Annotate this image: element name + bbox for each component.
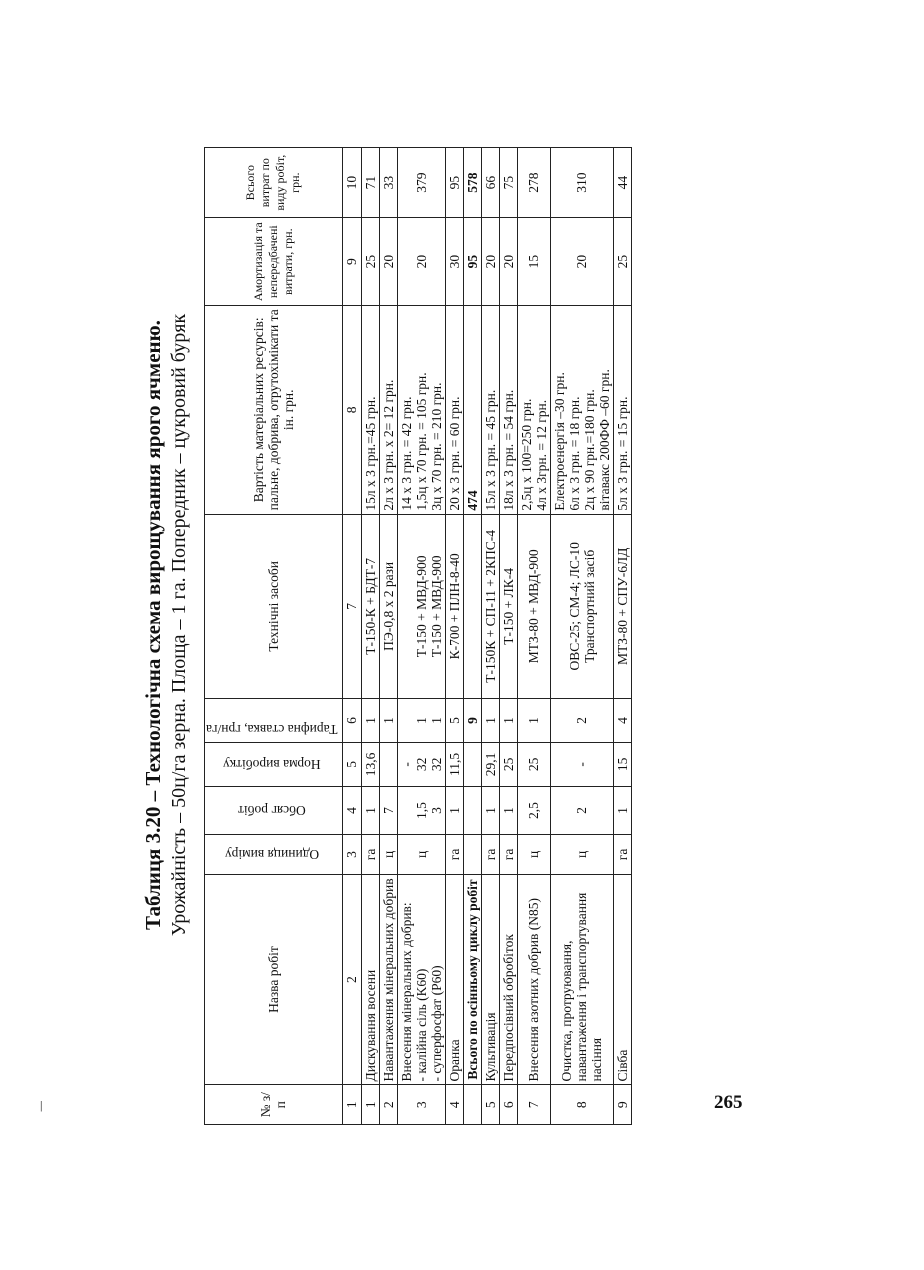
cell-amort: 20 — [397, 218, 445, 306]
cell-rate: 1 — [379, 699, 397, 743]
cell-total: 578 — [463, 148, 481, 218]
header-name: Назва робіт — [205, 874, 343, 1085]
table-subtitle: Урожайність – 50ц/га зерна. Площа – 1 га. Попередник – цукровий буряк — [168, 313, 190, 937]
column-number: 7 — [342, 514, 361, 698]
table-row — [361, 148, 379, 1125]
cell-total: 66 — [481, 148, 499, 218]
column-number: 8 — [342, 306, 361, 515]
cell-norm: 13,6 — [361, 742, 379, 786]
cell-amort: 25 — [361, 218, 379, 306]
cell-rate: 1 — [361, 699, 379, 743]
cell-tech: Т-150 + МВД-900 Т-150 + МВД-900 — [397, 514, 445, 698]
table-header — [205, 148, 343, 1125]
header-rate: Тарифна ставка, грн/га — [206, 721, 338, 737]
cell-materials: 14 х 3 грн. = 42 грн. 1,5ц х 70 грн. = 105 грн. 3ц х 70 грн. = 210 грн. — [397, 306, 445, 515]
cell-materials: 2,5ц х 100=250 грн. 4л х 3грн. = 12 грн. — [517, 306, 550, 515]
cell-amort: 15 — [517, 218, 550, 306]
cell-norm: 11,5 — [445, 742, 463, 786]
cell-amort: 25 — [613, 218, 631, 306]
cell-no: 3 — [397, 1085, 445, 1125]
cell-total: 310 — [550, 148, 613, 218]
cell-tech: Т-150-К + БДТ-7 — [361, 514, 379, 698]
rotated-table-block — [140, 145, 680, 1125]
column-number: 2 — [342, 874, 361, 1085]
cell-materials: Електроенергія –30 грн. 6л х 3 грн. = 18 грн. 2ц х 90 грн.=180 грн. вітавакс 200ФФ –60 грн. — [550, 306, 613, 515]
header-norm: Норма виробітку — [222, 756, 321, 772]
cell-no: 5 — [481, 1085, 499, 1125]
cell-norm: - 32 32 — [397, 742, 445, 786]
cell-tech: МТЗ-80 + СПУ-6ЛД — [613, 514, 631, 698]
cell-materials: 15л х 3 грн.=45 грн. — [361, 306, 379, 515]
cell-norm: 15 — [613, 742, 631, 786]
column-number: 4 — [342, 786, 361, 834]
cell-name: Оранка — [445, 874, 463, 1085]
cell-name: Передпосівний обробіток — [499, 874, 517, 1085]
cell-total: 71 — [361, 148, 379, 218]
header-unit: Одиниця виміру — [224, 846, 319, 862]
cell-name: Сівба — [613, 874, 631, 1085]
technology-table — [204, 147, 632, 1125]
cell-unit — [463, 835, 481, 875]
column-number: 3 — [342, 835, 361, 875]
header-amort: Амортизація та непередбачені витрати, грн. — [205, 218, 343, 306]
cell-rate: 9 — [463, 699, 481, 743]
table-row — [379, 148, 397, 1125]
cell-tech: ОВС-25; СМ-4; ЛС-10 Транспортний засіб — [550, 514, 613, 698]
cell-amort: 30 — [445, 218, 463, 306]
cell-rate: 5 — [445, 699, 463, 743]
cell-amort: 95 — [463, 218, 481, 306]
cell-no: 4 — [445, 1085, 463, 1125]
cell-no: 6 — [499, 1085, 517, 1125]
cell-tech: Т-150К + СП-11 + 2КПС-4 — [481, 514, 499, 698]
cell-tech: К-700 + ПЛН-8-40 — [445, 514, 463, 698]
cell-unit: га — [445, 835, 463, 875]
cell-amort: 20 — [379, 218, 397, 306]
cell-amort: 20 — [499, 218, 517, 306]
page-number: 265 — [714, 1092, 743, 1113]
cell-total: 95 — [445, 148, 463, 218]
cell-volume: 1 — [499, 786, 517, 834]
cell-unit: га — [481, 835, 499, 875]
table-title: Таблиця 3.20 – Технологічна схема вирощування ярого ячменю. — [141, 320, 165, 930]
column-number: 5 — [342, 742, 361, 786]
table-row — [481, 148, 499, 1125]
header-no: № з/п — [205, 1085, 343, 1125]
column-number: 6 — [342, 699, 361, 743]
cell-rate: 1 — [517, 699, 550, 743]
cell-no: 1 — [361, 1085, 379, 1125]
cell-amort: 20 — [481, 218, 499, 306]
cell-unit: га — [499, 835, 517, 875]
column-number: 9 — [342, 218, 361, 306]
cell-unit: га — [613, 835, 631, 875]
cell-total: 75 — [499, 148, 517, 218]
cell-volume: 1 — [361, 786, 379, 834]
cell-total: 379 — [397, 148, 445, 218]
cell-name: Всього по осінньому циклу робіт — [463, 874, 481, 1085]
cell-amort: 20 — [550, 218, 613, 306]
cell-materials: 15л х 3 грн. = 45 грн. — [481, 306, 499, 515]
cell-unit: га — [361, 835, 379, 875]
cell-rate: 2 — [550, 699, 613, 743]
cell-rate: 4 — [613, 699, 631, 743]
cell-norm: 25 — [517, 742, 550, 786]
cell-volume: 1 — [481, 786, 499, 834]
table-row — [499, 148, 517, 1125]
column-number-row — [342, 148, 361, 1125]
cell-no: 8 — [550, 1085, 613, 1125]
table-row — [397, 148, 445, 1125]
cell-name: Очистка, протруювання, навантаження і транспортування насіння — [550, 874, 613, 1085]
cell-unit: ц — [379, 835, 397, 875]
cell-norm: - — [550, 742, 613, 786]
cell-tech — [463, 514, 481, 698]
cell-no: 2 — [379, 1085, 397, 1125]
cell-rate: 1 1 — [397, 699, 445, 743]
cell-name: Внесення азотних добрив (N85) — [517, 874, 550, 1085]
margin-mark: | — [40, 1098, 43, 1112]
cell-norm — [463, 742, 481, 786]
column-number: 1 — [342, 1085, 361, 1125]
cell-unit: ц — [517, 835, 550, 875]
cell-rate: 1 — [499, 699, 517, 743]
total-row — [463, 148, 481, 1125]
cell-no: 9 — [613, 1085, 631, 1125]
cell-materials: 20 х 3 грн. = 60 грн. — [445, 306, 463, 515]
table-body — [342, 148, 631, 1125]
cell-volume: 1 — [445, 786, 463, 834]
cell-unit: ц — [550, 835, 613, 875]
cell-name: Внесення мінеральних добрив: - калійна сіль (K60) - суперфосфат (P60) — [397, 874, 445, 1085]
cell-volume: 7 — [379, 786, 397, 834]
header-total: Всього витрат по виду робіт, грн. — [205, 148, 343, 218]
header-volume: Обсяг робіт — [237, 803, 306, 819]
cell-total: 44 — [613, 148, 631, 218]
cell-total: 278 — [517, 148, 550, 218]
cell-norm — [379, 742, 397, 786]
table-row — [445, 148, 463, 1125]
cell-unit: ц — [397, 835, 445, 875]
table-row — [517, 148, 550, 1125]
cell-tech: ПЭ-0,8 х 2 рази — [379, 514, 397, 698]
cell-materials: 474 — [463, 306, 481, 515]
cell-materials: 18л х 3 грн. = 54 грн. — [499, 306, 517, 515]
cell-volume: 1,5 3 — [397, 786, 445, 834]
cell-name: Дискування восени — [361, 874, 379, 1085]
column-number: 10 — [342, 148, 361, 218]
cell-volume: 2,5 — [517, 786, 550, 834]
cell-name: Культивація — [481, 874, 499, 1085]
cell-materials: 2л х 3 грн. х 2= 12 грн. — [379, 306, 397, 515]
cell-no: 7 — [517, 1085, 550, 1125]
table-row — [613, 148, 631, 1125]
cell-tech: Т-150 + ЛК-4 — [499, 514, 517, 698]
cell-volume: 1 — [613, 786, 631, 834]
header-materials: Вартість матеріальних ресурсів: пальне, добрива, отрутохімікати та ін. грн. — [205, 306, 343, 515]
cell-volume — [463, 786, 481, 834]
cell-volume: 2 — [550, 786, 613, 834]
cell-norm: 29,1 — [481, 742, 499, 786]
cell-norm: 25 — [499, 742, 517, 786]
table-row — [550, 148, 613, 1125]
cell-name: Навантаження мінеральних добрив — [379, 874, 397, 1085]
cell-no — [463, 1085, 481, 1125]
header-tech: Технічні засоби — [205, 514, 343, 698]
cell-rate: 1 — [481, 699, 499, 743]
cell-materials: 5л х 3 грн. = 15 грн. — [613, 306, 631, 515]
cell-total: 33 — [379, 148, 397, 218]
cell-tech: МТЗ-80 + МВД-900 — [517, 514, 550, 698]
